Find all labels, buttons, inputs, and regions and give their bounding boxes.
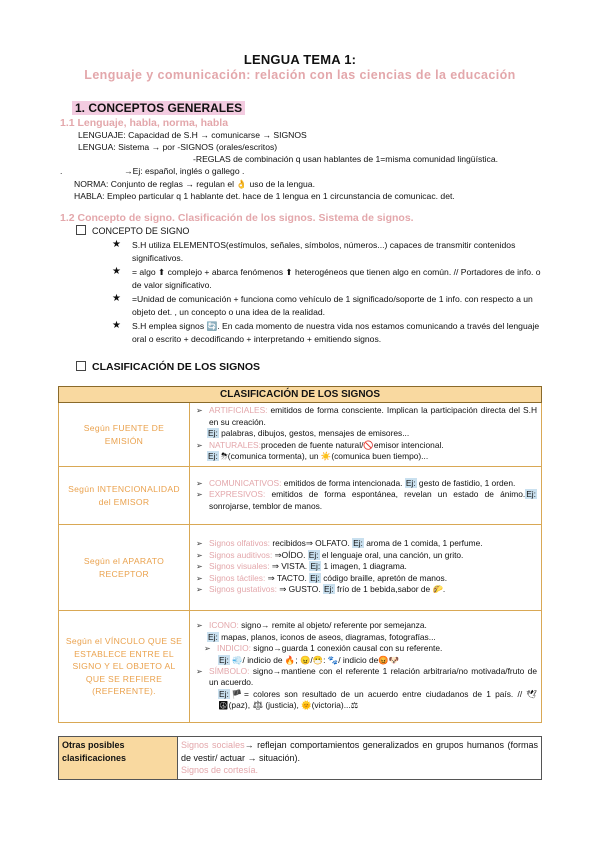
clasificacion-heading <box>76 361 260 373</box>
table-row <box>59 467 542 525</box>
row-content: ➢ ARTIFICIALES: emitidos de forma consciente. Implican la participación directa del S.H en su creación. Ej: palabras, dibujos, gestos, mensajes de emisores... ➢ NATURALES:proceden de fuente natural/🚫emisor intencional. Ej: ⛈(comunica tormenta), un ☀️(comunica buen tiempo)... <box>190 403 542 467</box>
star-icon: ★ <box>112 239 121 250</box>
star-icon: ★ <box>112 266 121 277</box>
star-icon: ★ <box>112 320 121 331</box>
arrow-bullet-icon: ➢ <box>196 490 203 500</box>
subsection-1-2-heading: 1.2 Concepto de signo. Clasificación de los signos. Sistema de signos. <box>60 212 414 224</box>
other-label: Otras posibles clasificaciones <box>59 737 178 780</box>
definition-lenguaje: LENGUAJE: Capacidad de S.H → comunicarse → SIGNOS <box>78 130 307 140</box>
lengua-example: →Ej: español, inglés o gallego . <box>124 166 245 176</box>
definition-habla: HABLA: Empleo particular q 1 hablante det. hace de 1 lengua en 1 circunstancia de comunicac. det. <box>74 191 455 201</box>
arrow-bullet-icon: ➢ <box>196 550 203 560</box>
row-label: Según FUENTE DE EMISIÓN <box>59 403 190 467</box>
star-item: ★ S.H emplea signos 🔄. En cada momento de nuestra vida nos estamos comunicando a través del lenguaje oral o escrito + decodificando + interpretando + emitiendo signos. <box>112 320 540 344</box>
stray-dot: . <box>60 166 63 176</box>
arrow-bullet-icon: ➢ <box>204 644 211 654</box>
document-title: LENGUA TEMA 1: <box>243 52 357 67</box>
checkbox-icon[interactable] <box>76 361 86 371</box>
row-label: Según el APARATO RECEPTOR <box>59 525 190 611</box>
row-content: ➢ COMUNICATIVOS: emitidos de forma intencionada. Ej: gesto de fastidio, 1 orden. ➢ EXPRESIVOS: emitidos de forma espontánea, revelan un estado de ánimo.Ej: sonrojarse, temblor de manos. <box>190 467 542 525</box>
document-subtitle: Lenguaje y comunicación: relación con las ciencias de la educación <box>84 68 516 82</box>
definition-norma: NORMA: Conjunto de reglas → regulan el 👌 uso de la lengua. <box>74 179 315 189</box>
star-item: ★ S.H utiliza ELEMENTOS(estímulos, señales, símbolos, números...) capaces de transmitir contenidos significativos. <box>112 239 516 263</box>
row-label: Según el VÍNCULO QUE SE ESTABLECE ENTRE EL SIGNO Y EL OBJETO AL QUE SE REFIERE (REFERENTE). <box>59 611 190 723</box>
definition-lengua: LENGUA: Sistema → por -SIGNOS (orales/escritos) <box>78 142 278 152</box>
star-item: ★ =Unidad de comunicación + funciona como vehículo de 1 significado/soporte de 1 info. con respecto a un objeto det. , un concepto o una idea de la realidad. <box>112 293 533 317</box>
arrow-bullet-icon: ➢ <box>196 406 203 416</box>
row-label: Según INTENCIONALIDAD del EMISOR <box>59 467 190 525</box>
row-content: ➢ ICONO: signo→ remite al objeto/ referente por semejanza. Ej: mapas, planos, iconos de aseos, diagramas, fotografías... ➢ INDICIO: signo→guarda 1 conexión causal con su referente. Ej: 💨/ indicio de 🔥; 😠/😷: 🐾/ indicio de😡🐶 ➢ SÍMBOLO: signo→mantiene con el referente 1 relación arbitraria/no motivada/fruto de un acuerdo. Ej:🏴= colores son resultado de un acuerdo entre ciudadanos de 1 país. // 🕊☮(paz), ⚖ (justicia), 🌞(victoria)...⚖ <box>190 611 542 723</box>
star-icon: ★ <box>112 293 121 304</box>
arrow-bullet-icon: ➢ <box>196 667 203 676</box>
arrow-bullet-icon: ➢ <box>196 585 203 595</box>
section-1-heading: 1. CONCEPTOS GENERALES <box>72 101 245 115</box>
arrow-bullet-icon: ➢ <box>196 539 203 549</box>
arrow-bullet-icon: ➢ <box>196 478 203 488</box>
concepto-signo-heading <box>76 225 189 236</box>
table-row <box>59 611 542 723</box>
star-item: ★ = algo ⬆ complejo + abarca fenómenos ⬆ heterogéneos que tienen algo en común. // Portadores de info. o de valor significativo. <box>112 266 541 290</box>
other-classifications-table <box>58 736 542 780</box>
table-row <box>59 737 542 780</box>
clasificacion-label: CLASIFICACIÓN DE LOS SIGNOS <box>92 361 261 373</box>
arrow-bullet-icon: ➢ <box>196 440 203 450</box>
definition-lengua-rules: -REGLAS de combinación q usan hablantes de 1=misma comunidad lingüística. <box>193 154 499 164</box>
table-row <box>59 525 542 611</box>
arrow-bullet-icon: ➢ <box>196 573 203 583</box>
row-content: ➢ Signos olfativos: recibidos⇒ OLFATO. Ej: aroma de 1 comida, 1 perfume. ➢ Signos auditivos: ⇒OÍDO. Ej: el lenguaje oral, una canción, un grito. ➢ Signos visuales: ⇒ VISTA. Ej: 1 imagen, 1 diagrama. ➢ Signos táctiles: ⇒ TACTO. Ej: código braille, apretón de manos. ➢ Signos gustativos: ⇒ GUSTO. Ej: frío de 1 bebida,sabor de 🌮. <box>190 525 542 611</box>
arrow-bullet-icon: ➢ <box>196 621 203 631</box>
other-content: Signos sociales→ reflejan comportamientos generalizados en grupos humanos (formas de vestir/ actuar → situación). Signos de cortesía. <box>178 737 542 780</box>
classification-table <box>58 386 542 723</box>
arrow-bullet-icon: ➢ <box>196 562 203 572</box>
subsection-1-1-heading: 1.1 Lenguaje, habla, norma, habla <box>60 117 229 129</box>
concepto-signo-label: CONCEPTO DE SIGNO <box>92 226 190 236</box>
table-row <box>59 403 542 467</box>
checkbox-icon[interactable] <box>76 225 86 235</box>
table-header: CLASIFICACIÓN DE LOS SIGNOS <box>59 387 542 403</box>
